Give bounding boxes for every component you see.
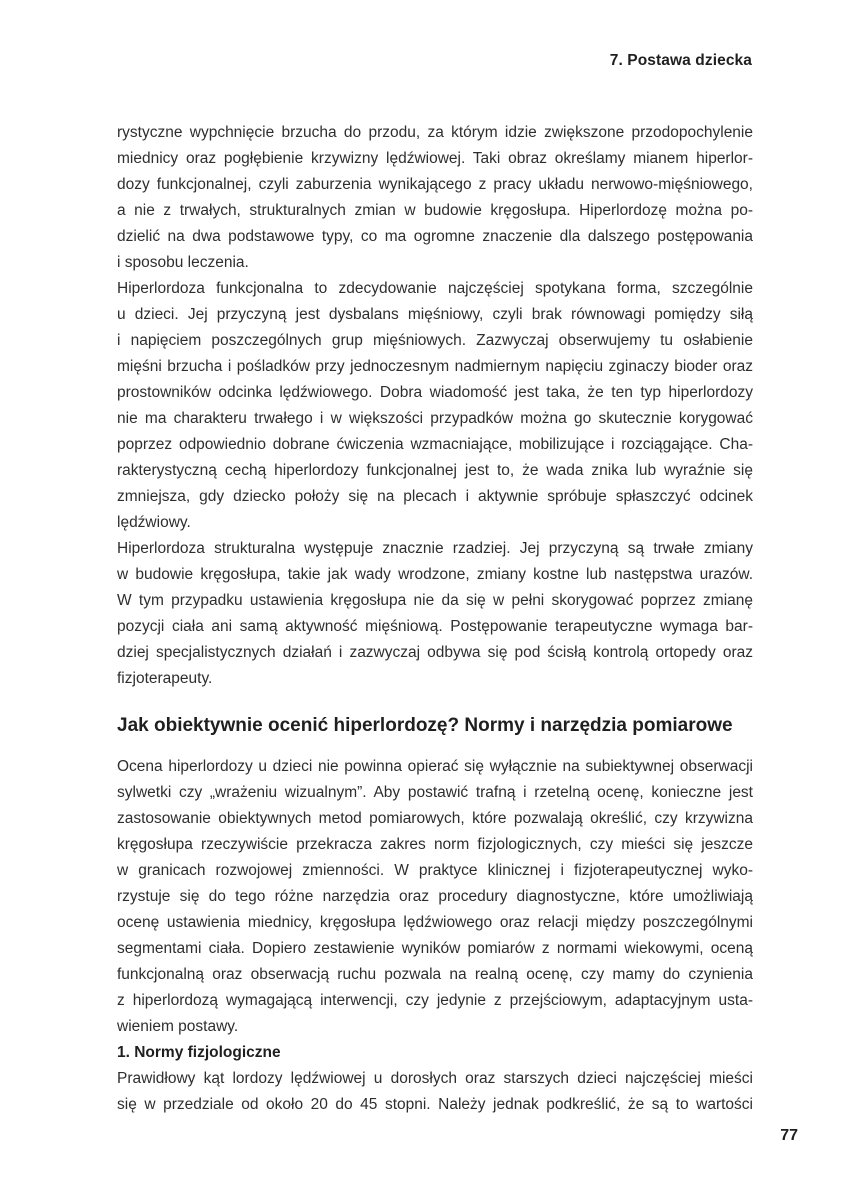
text-line: rystyczne wypchnięcie brzucha do przodu, za którym idzie zwiększone przodopochylenie xyxy=(117,124,753,141)
text-line: ocenę ustawienia miednicy, kręgosłupa lędźwiowego oraz relacji między poszczególnymi xyxy=(117,914,753,931)
text-line: rakterystyczną cechą hiperlordozy funkcjonalnej jest to, że wada znika lub wyraźnie się xyxy=(117,462,753,479)
text-line: wieniem postawy. xyxy=(117,1018,239,1035)
running-header-chapter-title: 7. Postawa dziecka xyxy=(609,52,752,69)
text-line: mięśni brzucha i pośladków przy jednoczesnym nadmiernym napięciu zginaczy bioder oraz xyxy=(117,358,753,375)
paragraph-functional-hyperlordosis xyxy=(117,276,753,536)
text-line: sylwetki czy „wrażeniu wizualnym”. Aby postawić trafną i rzetelną ocenę, konieczne jest xyxy=(117,784,753,801)
text-line: Ocena hiperlordozy u dzieci nie powinna opierać się wyłącznie na subiektywnej obserwacji xyxy=(117,758,753,775)
text-line: prostowników odcinka lędźwiowego. Dobra wiadomość jest taka, że ten typ hiperlordozy xyxy=(117,384,753,401)
text-line: dzielić na dwa podstawowe typy, co ma ogromne znaczenie dla dalszego postępowania xyxy=(117,228,753,245)
text-line: lędźwiowy. xyxy=(117,514,191,531)
text-line: nie ma charakteru trwałego i w większości przypadków można go skutecznie korygować xyxy=(117,410,753,427)
text-line: się w przedziale od około 20 do 45 stopni. Należy jednak podkreślić, że są to wartości xyxy=(117,1096,753,1113)
section-heading: Jak obiektywnie ocenić hiperlordozę? Normy i narzędzia pomiarowe xyxy=(117,715,733,736)
paragraph-lordosis-types-intro xyxy=(117,120,753,276)
text-line: W tym przypadku ustawienia kręgosłupa nie da się w pełni skorygować poprzez zmianę xyxy=(117,592,753,609)
text-line: w granicach rozwojowej zmienności. W praktyce klinicznej i fizjoterapeutycznej wyko- xyxy=(117,862,753,879)
paragraph-normal-lordosis-angle xyxy=(117,1066,753,1118)
subheading-physiological-norms: 1. Normy fizjologiczne xyxy=(117,1044,281,1061)
text-line: z hiperlordozą wymagającą interwencji, czy jedynie z przejściowym, adaptacyjnym usta- xyxy=(117,992,753,1009)
text-line: u dzieci. Jej przyczyną jest dysbalans mięśniowy, czyli brak równowagi pomiędzy siłą xyxy=(117,306,753,323)
text-line: dozy funkcjonalnej, czyli zaburzenia wynikającego z pracy układu nerwowo-mięśniowego, xyxy=(117,176,753,193)
text-line: segmentami ciała. Dopiero zestawienie wyników pomiarów z normami wiekowymi, oceną xyxy=(117,940,753,957)
text-line: fizjoterapeuty. xyxy=(117,670,213,687)
page-number: 77 xyxy=(780,1127,798,1144)
text-line: zastosowanie obiektywnych metod pomiarowych, które pozwalają określić, czy krzywizna xyxy=(117,810,753,827)
text-line: zmniejsza, gdy dziecko położy się na plecach i aktywnie spróbuje spłaszczyć odcinek xyxy=(117,488,753,505)
text-line: Hiperlordoza funkcjonalna to zdecydowanie najczęściej spotykana forma, szczególnie xyxy=(117,280,753,297)
text-line: kręgosłupa rzeczywiście przekracza zakres norm fizjologicznych, czy mieści się jeszcze xyxy=(117,836,753,853)
text-line: miednicy oraz pogłębienie krzywizny lędźwiowej. Taki obraz określamy mianem hiperlor- xyxy=(117,150,753,167)
text-line: pozycji ciała ani samą aktywność mięśniową. Postępowanie terapeutyczne wymaga bar- xyxy=(117,618,753,635)
text-line: Prawidłowy kąt lordozy lędźwiowej u dorosłych oraz starszych dzieci najczęściej mieści xyxy=(117,1070,753,1087)
page-body xyxy=(117,120,753,1118)
text-line: poprzez odpowiednio dobrane ćwiczenia wzmacniające, mobilizujące i rozciągające. Cha- xyxy=(117,436,753,453)
text-line: w budowie kręgosłupa, takie jak wady wrodzone, zmiany kostne lub następstwa urazów. xyxy=(117,566,753,583)
paragraph-objective-assessment xyxy=(117,754,753,1040)
text-line: Hiperlordoza strukturalna występuje znacznie rzadziej. Jej przyczyną są trwałe zmiany xyxy=(117,540,753,557)
text-line: a nie z trwałych, strukturalnych zmian w budowie kręgosłupa. Hiperlordozę można po- xyxy=(117,202,753,219)
text-line: i sposobu leczenia. xyxy=(117,254,249,271)
text-line: dziej specjalistycznych działań i zazwyczaj odbywa się pod ścisłą kontrolą ortopedy oraz xyxy=(117,644,753,661)
text-line: i napięciem poszczególnych grup mięśniowych. Zazwyczaj obserwujemy tu osłabienie xyxy=(117,332,753,349)
paragraph-structural-hyperlordosis xyxy=(117,536,753,692)
text-line: funkcjonalną oraz obserwacją ruchu pozwala na realną ocenę, czy mamy do czynienia xyxy=(117,966,753,983)
text-line: rzystuje się do tego różne narzędzia oraz procedury diagnostyczne, które umożliwiają xyxy=(117,888,753,905)
